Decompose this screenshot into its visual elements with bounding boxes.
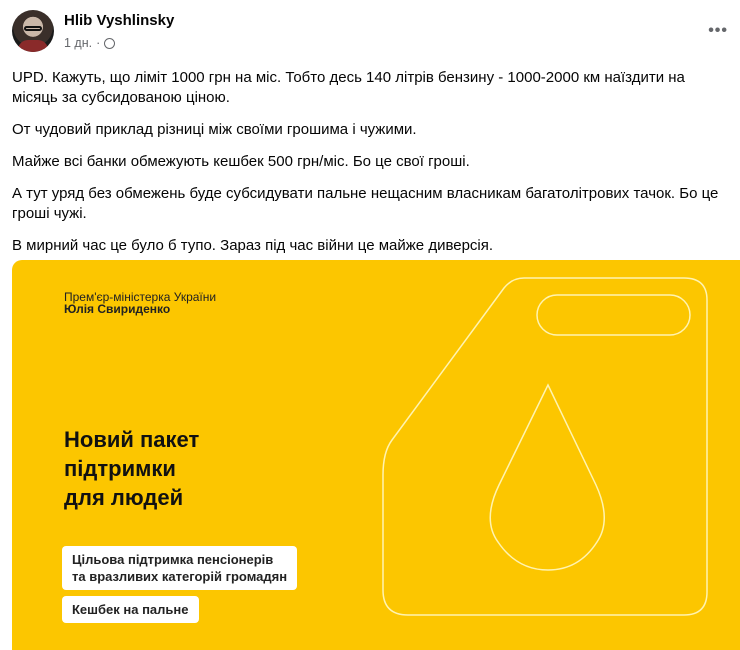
headline-line: підтримки	[64, 456, 176, 481]
chip-fuel-cashback: Кешбек на пальне	[62, 596, 199, 623]
author-name[interactable]: Hlib Vyshlinsky	[64, 12, 175, 29]
post-image[interactable]	[12, 260, 740, 650]
post-paragraph: А тут уряд без обмежень буде субсидувати пальне нещасним власникам багатолітрових тачок. Бо це гроші чужі.	[12, 185, 719, 222]
author-avatar[interactable]	[12, 10, 54, 52]
post-text	[12, 68, 728, 268]
globe-icon	[104, 38, 115, 49]
headline-line: для людей	[64, 485, 184, 510]
post-paragraph: От чудовий приклад різниці між своїми грошима і чужими.	[12, 121, 417, 138]
drop-icon	[490, 385, 604, 570]
separator: ·	[96, 36, 101, 50]
post-meta	[64, 36, 115, 50]
subtitle-role: Прем'єр-міністерка України	[64, 290, 217, 304]
chip-targeted-support	[62, 546, 297, 590]
post-paragraph: Майже всі банки обмежують кешбек 500 грн/міс. Бо це свої гроші.	[12, 153, 470, 170]
headline-line: Новий пакет	[64, 427, 200, 452]
chip-line: Цільова підтримка пенсіонерів	[72, 552, 274, 567]
image-headline	[64, 425, 199, 512]
image-subtitle	[64, 291, 216, 315]
post-paragraph: UPD. Кажуть, що ліміт 1000 грн на міс. Тобто десь 140 літрів бензину - 1000-2000 км наїздити на місяць за субсидованою ціною.	[12, 69, 685, 106]
post-paragraph: В мирний час це було б тупо. Зараз під час війни це майже диверсія.	[12, 237, 494, 254]
post-time[interactable]: 1 дн.	[64, 36, 93, 50]
subtitle-name: Юлія Свириденко	[64, 302, 171, 316]
chip-line: та вразливих категорій громадян	[72, 569, 288, 584]
more-options-button[interactable]: •••	[708, 22, 728, 39]
